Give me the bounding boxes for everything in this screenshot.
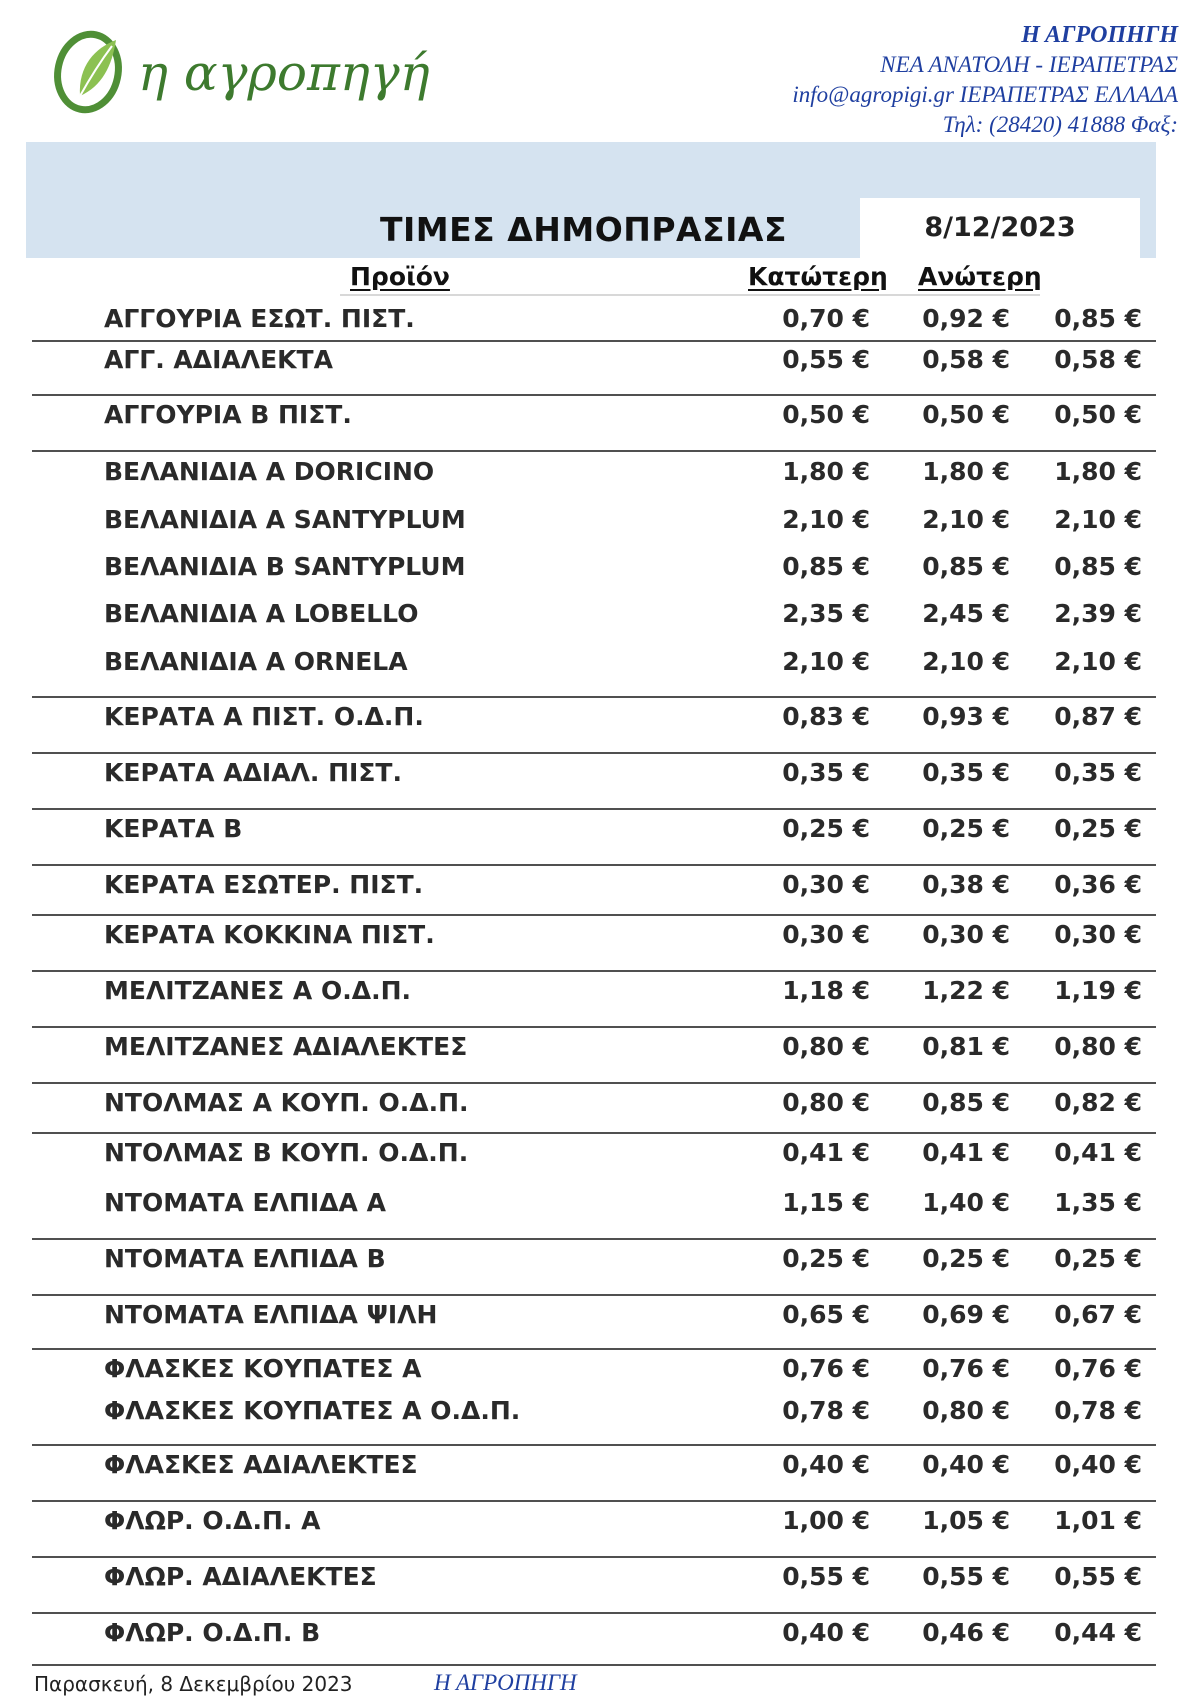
table-row (0, 1032, 1200, 1062)
avg-price: 1,80 € (1054, 457, 1142, 486)
min-price: 0,40 € (782, 1618, 870, 1647)
max-price: 0,50 € (922, 400, 1010, 429)
table-row (0, 345, 1200, 375)
row-divider (32, 340, 1156, 342)
row-divider (32, 1238, 1156, 1240)
row-divider (32, 864, 1156, 866)
min-price: 0,40 € (782, 1450, 870, 1479)
auction-date: 8/12/2023 (924, 212, 1076, 243)
logo (50, 26, 430, 126)
max-price: 0,81 € (922, 1032, 1010, 1061)
table-row (0, 505, 1200, 535)
row-divider (32, 1500, 1156, 1502)
row-divider (32, 1294, 1156, 1296)
product-name: ΒΕΛΑΝΙΔΙΑ Β SANTYPLUM (104, 552, 466, 581)
avg-price: 0,85 € (1054, 552, 1142, 581)
min-price: 0,35 € (782, 758, 870, 787)
product-name: ΒΕΛΑΝΙΔΙΑ Α LOBELLO (104, 599, 419, 628)
company-info (792, 20, 1178, 140)
min-price: 2,10 € (782, 505, 870, 534)
table-row (0, 1244, 1200, 1274)
product-name: ΑΓΓΟΥΡΙΑ ΕΣΩΤ. ΠΙΣΤ. (104, 304, 415, 333)
avg-price: 1,35 € (1054, 1188, 1142, 1217)
max-price: 0,25 € (922, 814, 1010, 843)
max-price: 0,80 € (922, 1396, 1010, 1425)
table-row (0, 870, 1200, 900)
avg-price: 1,01 € (1054, 1506, 1142, 1535)
table-row (0, 552, 1200, 582)
company-phone-line: Τηλ: (28420) 41888 Φαξ: (942, 112, 1178, 137)
avg-price: 0,25 € (1054, 1244, 1142, 1273)
row-divider (32, 394, 1156, 396)
product-name: ΦΛΑΣΚΕΣ ΑΔΙΑΛΕΚΤΕΣ (104, 1450, 418, 1479)
product-name: ΦΛΩΡ. Ο.Δ.Π. Α (104, 1506, 321, 1535)
table-row (0, 1618, 1200, 1648)
table-row (0, 1506, 1200, 1536)
min-price: 0,80 € (782, 1088, 870, 1117)
col-header-min: Κατώτερη (748, 262, 888, 291)
product-name: ΦΛΑΣΚΕΣ ΚΟΥΠΑΤΕΣ Α Ο.Δ.Π. (104, 1396, 521, 1425)
table-row (0, 304, 1200, 334)
max-price: 0,41 € (922, 1138, 1010, 1167)
product-name: ΦΛΑΣΚΕΣ ΚΟΥΠΑΤΕΣ Α (104, 1354, 422, 1383)
avg-price: 0,85 € (1054, 304, 1142, 333)
min-price: 2,35 € (782, 599, 870, 628)
min-price: 1,00 € (782, 1506, 870, 1535)
min-price: 0,83 € (782, 702, 870, 731)
product-name: ΝΤΟΛΜΑΣ Α ΚΟΥΠ. Ο.Δ.Π. (104, 1088, 469, 1117)
footer-company-name: Η ΑΓΡΟΠΗΓΗ (434, 1670, 577, 1695)
header-divider (340, 294, 1040, 296)
product-name: ΑΓΓ. ΑΔΙΑΛΕΚΤΑ (104, 345, 333, 374)
col-header-max: Ανώτερη (918, 262, 1042, 291)
product-name: ΝΤΟΜΑΤΑ ΕΛΠΙΔΑ Α (104, 1188, 386, 1217)
max-price: 0,93 € (922, 702, 1010, 731)
avg-price: 0,41 € (1054, 1138, 1142, 1167)
table-row (0, 400, 1200, 430)
max-price: 1,80 € (922, 457, 1010, 486)
row-divider (32, 1082, 1156, 1084)
table-row (0, 702, 1200, 732)
row-divider (32, 1348, 1156, 1350)
max-price: 0,58 € (922, 345, 1010, 374)
product-name: ΚΕΡΑΤΑ Α ΠΙΣΤ. Ο.Δ.Π. (104, 702, 424, 731)
min-price: 0,30 € (782, 870, 870, 899)
avg-price: 0,78 € (1054, 1396, 1142, 1425)
table-row (0, 1300, 1200, 1330)
col-header-product: Προϊόν (350, 262, 450, 291)
min-price: 0,78 € (782, 1396, 870, 1425)
row-divider (32, 970, 1156, 972)
min-price: 0,85 € (782, 552, 870, 581)
max-price: 0,55 € (922, 1562, 1010, 1591)
max-price: 0,30 € (922, 920, 1010, 949)
table-row (0, 1138, 1200, 1168)
max-price: 0,35 € (922, 758, 1010, 787)
min-price: 1,15 € (782, 1188, 870, 1217)
table-row (0, 647, 1200, 677)
row-divider (32, 752, 1156, 754)
table-row (0, 976, 1200, 1006)
table-row (0, 920, 1200, 950)
min-price: 0,65 € (782, 1300, 870, 1329)
company-address: ΝΕΑ ΑΝΑΤΟΛΗ - ΙΕΡΑΠΕΤΡΑΣ (880, 52, 1178, 77)
avg-price: 0,35 € (1054, 758, 1142, 787)
min-price: 0,41 € (782, 1138, 870, 1167)
product-name: ΜΕΛΙΤΖΑΝΕΣ ΑΔΙΑΛΕΚΤΕΣ (104, 1032, 468, 1061)
table-row (0, 758, 1200, 788)
product-name: ΚΕΡΑΤΑ ΚΟΚΚΙΝΑ ΠΙΣΤ. (104, 920, 435, 949)
min-price: 0,70 € (782, 304, 870, 333)
avg-price: 2,10 € (1054, 505, 1142, 534)
max-price: 2,10 € (922, 647, 1010, 676)
avg-price: 0,82 € (1054, 1088, 1142, 1117)
product-name: ΑΓΓΟΥΡΙΑ Β ΠΙΣΤ. (104, 400, 352, 429)
avg-price: 0,55 € (1054, 1562, 1142, 1591)
table-row (0, 457, 1200, 487)
page-title: ΤΙΜΕΣ ΔΗΜΟΠΡΑΣΙΑΣ (380, 210, 787, 249)
row-divider (32, 1026, 1156, 1028)
max-price: 0,69 € (922, 1300, 1010, 1329)
max-price: 0,40 € (922, 1450, 1010, 1479)
max-price: 2,45 € (922, 599, 1010, 628)
max-price: 0,38 € (922, 870, 1010, 899)
row-divider (32, 1664, 1156, 1666)
product-name: ΒΕΛΑΝΙΔΙΑ Α SANTYPLUM (104, 505, 466, 534)
product-name: ΜΕΛΙΤΖΑΝΕΣ Α Ο.Δ.Π. (104, 976, 411, 1005)
avg-price: 0,76 € (1054, 1354, 1142, 1383)
max-price: 0,25 € (922, 1244, 1010, 1273)
min-price: 0,50 € (782, 400, 870, 429)
footer-date: Παρασκευή, 8 Δεκεμβρίου 2023 (34, 1672, 353, 1696)
min-price: 1,80 € (782, 457, 870, 486)
avg-price: 0,58 € (1054, 345, 1142, 374)
row-divider (32, 1444, 1156, 1446)
avg-price: 0,36 € (1054, 870, 1142, 899)
product-name: ΒΕΛΑΝΙΔΙΑ Α DORICINO (104, 457, 435, 486)
min-price: 0,80 € (782, 1032, 870, 1061)
logo-text: η αγροπηγή (138, 44, 430, 102)
min-price: 0,76 € (782, 1354, 870, 1383)
leaf-icon (50, 26, 130, 116)
table-row (0, 1562, 1200, 1592)
avg-price: 1,19 € (1054, 976, 1142, 1005)
row-divider (32, 450, 1156, 452)
max-price: 1,05 € (922, 1506, 1010, 1535)
row-divider (32, 1132, 1156, 1134)
avg-price: 2,10 € (1054, 647, 1142, 676)
max-price: 0,46 € (922, 1618, 1010, 1647)
table-row (0, 1354, 1200, 1384)
company-name: Η ΑΓΡΟΠΗΓΗ (1021, 22, 1178, 48)
max-price: 0,76 € (922, 1354, 1010, 1383)
product-name: ΦΛΩΡ. ΑΔΙΑΛΕΚΤΕΣ (104, 1562, 377, 1591)
row-divider (32, 914, 1156, 916)
avg-price: 0,80 € (1054, 1032, 1142, 1061)
max-price: 0,85 € (922, 552, 1010, 581)
min-price: 0,25 € (782, 1244, 870, 1273)
avg-price: 0,44 € (1054, 1618, 1142, 1647)
avg-price: 0,67 € (1054, 1300, 1142, 1329)
max-price: 1,22 € (922, 976, 1010, 1005)
min-price: 0,25 € (782, 814, 870, 843)
product-name: ΚΕΡΑΤΑ ΕΣΩΤΕΡ. ΠΙΣΤ. (104, 870, 424, 899)
max-price: 2,10 € (922, 505, 1010, 534)
table-row (0, 1188, 1200, 1218)
min-price: 2,10 € (782, 647, 870, 676)
table-row (0, 599, 1200, 629)
company-email-line: info@agropigi.gr ΙΕΡΑΠΕΤΡΑΣ ΕΛΛΑΔΑ (792, 82, 1178, 107)
product-name: ΚΕΡΑΤΑ Β (104, 814, 243, 843)
table-row (0, 1450, 1200, 1480)
avg-price: 0,30 € (1054, 920, 1142, 949)
avg-price: 0,87 € (1054, 702, 1142, 731)
max-price: 1,40 € (922, 1188, 1010, 1217)
row-divider (32, 1612, 1156, 1614)
min-price: 0,30 € (782, 920, 870, 949)
table-row (0, 1396, 1200, 1426)
min-price: 1,18 € (782, 976, 870, 1005)
row-divider (32, 696, 1156, 698)
product-name: ΒΕΛΑΝΙΔΙΑ Α ORNELA (104, 647, 408, 676)
max-price: 0,85 € (922, 1088, 1010, 1117)
product-name: ΦΛΩΡ. Ο.Δ.Π. Β (104, 1618, 321, 1647)
min-price: 0,55 € (782, 345, 870, 374)
max-price: 0,92 € (922, 304, 1010, 333)
product-name: ΝΤΟΛΜΑΣ Β ΚΟΥΠ. Ο.Δ.Π. (104, 1138, 469, 1167)
avg-price: 0,50 € (1054, 400, 1142, 429)
avg-price: 2,39 € (1054, 599, 1142, 628)
row-divider (32, 808, 1156, 810)
avg-price: 0,40 € (1054, 1450, 1142, 1479)
min-price: 0,55 € (782, 1562, 870, 1591)
product-name: ΝΤΟΜΑΤΑ ΕΛΠΙΔΑ ΨΙΛΗ (104, 1300, 438, 1329)
avg-price: 0,25 € (1054, 814, 1142, 843)
product-name: ΝΤΟΜΑΤΑ ΕΛΠΙΔΑ Β (104, 1244, 386, 1273)
table-row (0, 1088, 1200, 1118)
product-name: ΚΕΡΑΤΑ ΑΔΙΑΛ. ΠΙΣΤ. (104, 758, 402, 787)
row-divider (32, 1556, 1156, 1558)
table-row (0, 814, 1200, 844)
